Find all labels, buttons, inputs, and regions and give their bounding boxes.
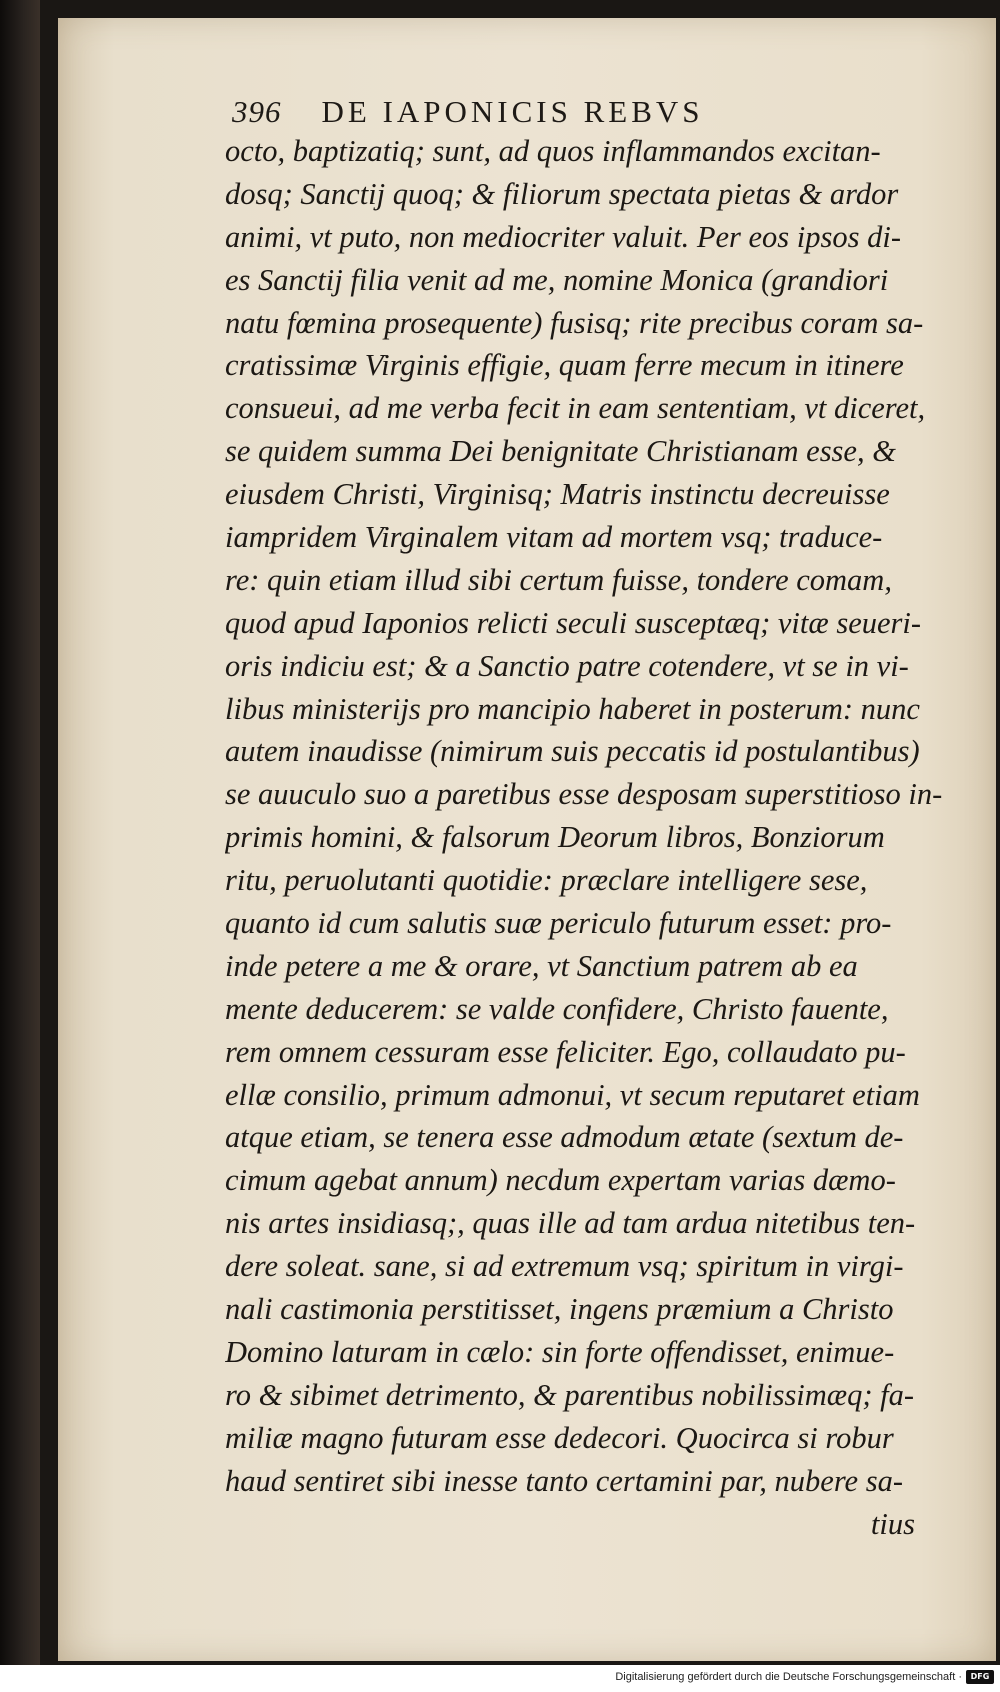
book-spine — [0, 0, 40, 1665]
text-line: mente deducerem: se valde confidere, Christo fauente, — [225, 991, 889, 1026]
text-line: tius — [870, 1506, 915, 1541]
text-line: autem inaudisse (nimirum suis peccatis id postulantibus) — [225, 734, 920, 769]
text-line: eiusdem Christi, Virginisq; Matris instinctu decreuisse — [225, 477, 890, 512]
text-line: se auuculo suo a paretibus esse desposam superstitioso in- — [225, 777, 943, 812]
body-text — [225, 130, 945, 1545]
text-line: libus ministerijs pro mancipio haberet in posterum: nunc — [225, 691, 920, 726]
text-line: nali castimonia perstitisset, ingens præmium a Christo — [225, 1292, 894, 1327]
text-line: atque etiam, se tenera esse admodum ætate (sextum de- — [225, 1120, 904, 1155]
dfg-logo-icon: DFG — [966, 1670, 994, 1684]
text-line: cimum agebat annum) necdum expertam varias dæmo- — [225, 1163, 896, 1198]
text-line: dosq; Sanctij quoq; & filiorum spectata pietas & ardor — [225, 176, 899, 211]
footer-credit: Digitalisierung gefördert durch die Deutsche Forschungsgemeinschaft · — [615, 1671, 962, 1683]
text-line: inde petere a me & orare, vt Sanctium patrem ab ea — [225, 948, 858, 983]
text-line: ellæ consilio, primum admonui, vt secum reputaret etiam — [225, 1077, 920, 1112]
text-line: quanto id cum salutis suæ periculo futurum esset: pro- — [225, 906, 892, 941]
text-line: miliæ magno futuram esse dedecori. Quocirca si robur — [225, 1420, 894, 1455]
text-line: Domino laturam in cælo: sin forte offendisset, enimue- — [225, 1334, 895, 1369]
page-header — [232, 94, 932, 134]
text-line: es Sanctij filia venit ad me, nomine Monica (grandiori — [225, 262, 889, 297]
text-line: animi, vt puto, non mediocriter valuit. Per eos ipsos di- — [225, 219, 902, 254]
text-line: dere soleat. sane, si ad extremum vsq; spiritum in virgi- — [225, 1249, 904, 1284]
text-line: se quidem summa Dei benignitate Christianam esse, & — [225, 434, 896, 469]
text-line: ritu, peruolutanti quotidie: præclare intelligere sese, — [225, 863, 868, 898]
text-line: cratissimæ Virginis effigie, quam ferre mecum in itinere — [225, 348, 904, 383]
text-line: primis homini, & falsorum Deorum libros, Bonziorum — [225, 820, 885, 855]
text-line: ro & sibimet detrimento, & parentibus nobilissimæq; fa- — [225, 1377, 915, 1412]
text-line: quod apud Iaponios relicti seculi susceptæq; vitæ seueri- — [225, 605, 922, 640]
text-line: octo, baptizatiq; sunt, ad quos inflammandos excitan- — [225, 134, 881, 168]
digitization-footer — [0, 1665, 1000, 1692]
text-line: natu fœmina prosequente) fusisq; rite precibus coram sa- — [225, 305, 924, 340]
text-line: consueui, ad me verba fecit in eam sententiam, vt diceret, — [225, 391, 926, 426]
text-line: oris indiciu est; & a Sanctio patre cotendere, vt se in vi- — [225, 648, 909, 683]
text-line: rem omnem cessuram esse feliciter. Ego, collaudato pu- — [225, 1034, 906, 1069]
text-line: re: quin etiam illud sibi certum fuisse, tondere comam, — [225, 562, 892, 597]
page-number: 396 — [232, 94, 282, 129]
running-title: DE IAPONICIS REBVS — [321, 94, 704, 129]
text-line: nis artes insidiasq;, quas ille ad tam ardua nitetibus ten- — [225, 1206, 916, 1241]
text-line: iampridem Virginalem vitam ad mortem vsq; traduce- — [225, 520, 883, 555]
text-line: haud sentiret sibi inesse tanto certamini par, nubere sa- — [225, 1463, 903, 1498]
